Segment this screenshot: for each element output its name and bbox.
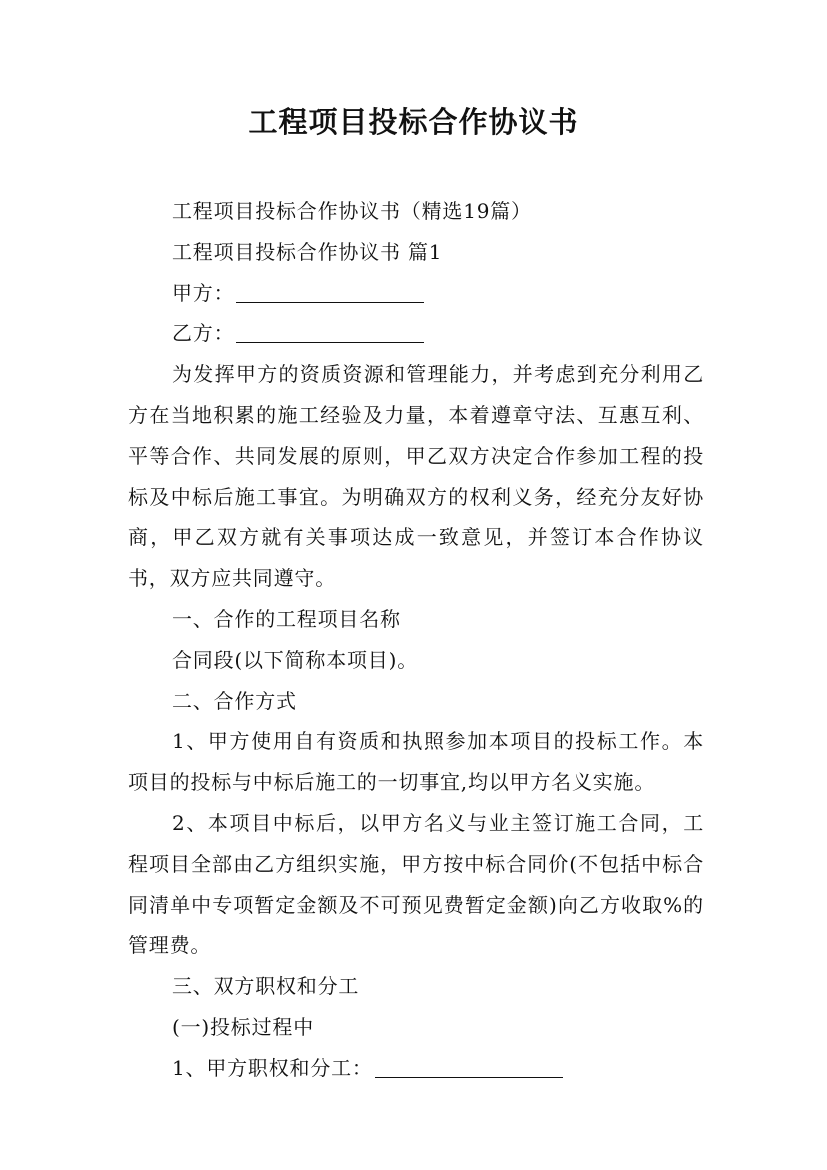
- section3-item1-label: 1、甲方职权和分工：: [172, 1055, 373, 1080]
- section3-item1-blank: [375, 1057, 563, 1078]
- party-b-line: [128, 313, 704, 354]
- section3-item1-line: [128, 1048, 704, 1089]
- section3-sub1: (一)投标过程中: [172, 1014, 315, 1039]
- document-subtitle: 工程项目投标合作协议书（精选19篇）: [172, 199, 532, 223]
- section1-heading: 一、合作的工程项目名称: [172, 606, 401, 631]
- intro-paragraph: 为发挥甲方的资质资源和管理能力，并考虑到充分利用乙方在当地积累的施工经验及力量，本着遵章守法、互惠互利、平等合作、共同发展的原则，甲乙双方决定合作参加工程的投标及中标后施工事宜。为明确双方的权利义务，经充分友好协商，甲乙双方就有关事项达成一致意见，并签订本合作协议书，双方应共同遵守。: [128, 362, 704, 591]
- party-a-line: [128, 273, 704, 314]
- party-a-label: 甲方：: [172, 280, 235, 305]
- document-title: 工程项目投标合作协议书: [248, 105, 579, 139]
- section2-item1: 1、甲方使用自有资质和执照参加本项目的投标工作。本项目的投标与中标后施工的一切事宜,均以甲方名义实施。: [128, 729, 704, 795]
- section2-item2: 2、本项目中标后，以甲方名义与业主签订施工合同，工程项目全部由乙方组织实施，甲方按中标合同价(不包括中标合同清单中专项暂定金额及不可预见费暂定金额)向乙方收取%的管理费。: [128, 810, 704, 958]
- chapter-heading: 工程项目投标合作协议书 篇1: [172, 239, 443, 264]
- section3-heading: 三、双方职权和分工: [172, 974, 360, 999]
- section1-text: 合同段(以下简称本项目)。: [172, 647, 419, 672]
- party-a-blank: [236, 282, 424, 303]
- document-body: [128, 191, 704, 1089]
- section2-heading: 二、合作方式: [172, 688, 297, 713]
- party-b-blank: [236, 322, 424, 343]
- party-b-label: 乙方：: [172, 321, 235, 346]
